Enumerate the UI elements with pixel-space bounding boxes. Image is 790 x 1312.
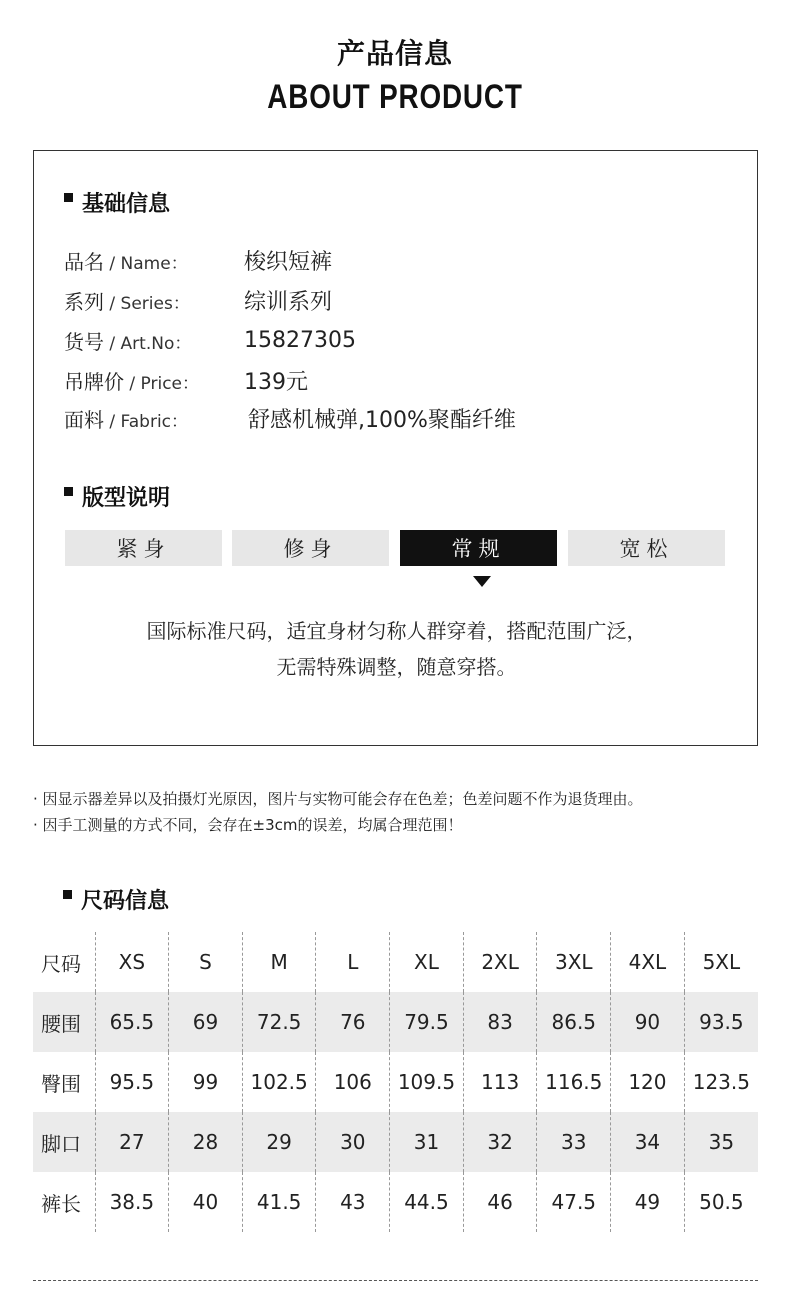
info-value: 综训系列 (244, 289, 333, 315)
label-cn: 吊牌价 (64, 369, 124, 394)
size-header-cell: S (169, 932, 243, 992)
fit-title-text: 版型说明 (82, 486, 171, 511)
size-header-cell: 4XL (611, 932, 685, 992)
note-item: · 因显示器差异以及拍摄灯光原因，图片与实物可能会存在色差；色差问题不作为退货理由。 (33, 790, 643, 808)
label-en: Art.No (120, 333, 175, 354)
table-cell: 裤长 (41, 1191, 81, 1216)
table-row (33, 1172, 758, 1232)
size-title-text: 尺码信息 (81, 889, 170, 914)
table-cell: 脚口 (33, 1112, 95, 1172)
table-cell: 90 (611, 992, 685, 1052)
table-cell: 44.5 (390, 1172, 464, 1232)
table-cell: 50.5 (684, 1172, 758, 1232)
basic-info-title-text: 基础信息 (82, 192, 171, 217)
note-item: · 因手工测量的方式不同，会存在±3cm的误差，均属合理范围！ (33, 816, 463, 834)
label-cn: 系列 (64, 289, 104, 314)
label-cn: 面料 (64, 407, 104, 432)
size-header-row (33, 932, 758, 992)
table-cell: 腰围 (33, 992, 95, 1052)
table-cell: 99 (169, 1052, 243, 1112)
table-cell: 86.5 (537, 992, 611, 1052)
table-cell: 47.5 (537, 1172, 611, 1232)
product-info-box (33, 150, 758, 746)
label-cn: 货号 (64, 329, 104, 354)
fit-desc-line1: 国际标准尺码，适宜身材匀称人群穿着，搭配范围广泛， (146, 619, 647, 643)
label-en: Name (120, 253, 171, 274)
square-bullet-icon (63, 890, 72, 899)
table-cell: 40 (169, 1172, 243, 1232)
info-row-artno (64, 325, 356, 355)
info-value: 舒感机械弹,100%聚酯纤维 (248, 407, 516, 433)
table-cell: 93.5 (684, 992, 758, 1052)
table-cell: 43 (316, 1172, 390, 1232)
table-cell: 72.5 (242, 992, 316, 1052)
fit-option-loose[interactable]: 宽松 (568, 530, 725, 566)
table-cell: 28 (169, 1112, 243, 1172)
info-label: 品名 / Name： (64, 249, 188, 274)
info-row-name (64, 245, 332, 275)
size-header-cell: M (242, 932, 316, 992)
table-cell: 116.5 (537, 1052, 611, 1112)
table-row (33, 1112, 758, 1172)
table-cell: 69 (169, 992, 243, 1052)
table-cell: 109.5 (390, 1052, 464, 1112)
table-cell: 123.5 (684, 1052, 758, 1112)
header-title-cn: 产品信息 (336, 37, 453, 70)
size-header-cell: 2XL (463, 932, 537, 992)
table-cell: 30 (316, 1112, 390, 1172)
info-row-series (64, 285, 332, 315)
info-label: 货号 / Art.No： (64, 329, 192, 354)
table-cell: 79.5 (390, 992, 464, 1052)
table-cell: 41.5 (242, 1172, 316, 1232)
table-cell: 46 (463, 1172, 537, 1232)
fit-option-fitted[interactable]: 修身 (232, 530, 389, 566)
table-cell: 33 (537, 1112, 611, 1172)
info-row-price (64, 365, 308, 395)
fit-option-slim[interactable]: 紧身 (65, 530, 222, 566)
table-cell: 27 (95, 1112, 169, 1172)
table-cell: 31 (390, 1112, 464, 1172)
info-label: 面料 / Fabric： (64, 407, 189, 432)
table-cell: 102.5 (242, 1052, 316, 1112)
info-label: 系列 / Series： (64, 289, 190, 314)
size-header-cell: L (316, 932, 390, 992)
size-header-cell: XL (390, 932, 464, 992)
notes (33, 786, 643, 838)
size-header-cell: 3XL (537, 932, 611, 992)
header-title-en: ABOUT PRODUCT (267, 78, 523, 116)
table-cell: 32 (463, 1112, 537, 1172)
selected-indicator-icon (473, 576, 491, 587)
table-cell: 35 (684, 1112, 758, 1172)
label-en: Price (140, 373, 183, 394)
info-value: 15827305 (244, 327, 356, 353)
size-header-cell: XS (95, 932, 169, 992)
table-cell: 106 (316, 1052, 390, 1112)
table-cell: 49 (611, 1172, 685, 1232)
info-value: 139元 (244, 369, 308, 395)
table-row (33, 1052, 758, 1112)
table-cell: 95.5 (95, 1052, 169, 1112)
table-cell: 臀围 (41, 1071, 81, 1096)
fit-desc-line2: 无需特殊调整，随意穿搭。 (276, 655, 517, 679)
label-en: Series (120, 293, 173, 314)
table-cell: 34 (611, 1112, 685, 1172)
bottom-divider (33, 1280, 758, 1281)
square-bullet-icon (64, 193, 73, 202)
size-header-cell: 尺码 (41, 951, 81, 976)
label-cn: 品名 (64, 249, 104, 274)
table-cell: 38.5 (95, 1172, 169, 1232)
table-cell: 83 (463, 992, 537, 1052)
table-cell: 29 (242, 1112, 316, 1172)
table-cell: 65.5 (95, 992, 169, 1052)
info-row-fabric (64, 403, 516, 433)
table-row (33, 992, 758, 1052)
info-label: 吊牌价 / Price： (64, 369, 200, 394)
table-cell: 120 (611, 1052, 685, 1112)
fit-title (64, 481, 170, 512)
size-header-cell: 5XL (684, 932, 758, 992)
label-en: Fabric (120, 411, 172, 432)
table-cell: 76 (316, 992, 390, 1052)
size-title (63, 884, 169, 915)
size-table (33, 932, 758, 1232)
fit-option-regular[interactable]: 常规 (400, 530, 557, 566)
info-value: 梭织短裤 (244, 249, 333, 275)
table-cell: 113 (463, 1052, 537, 1112)
square-bullet-icon (64, 487, 73, 496)
basic-info-title (64, 187, 170, 218)
